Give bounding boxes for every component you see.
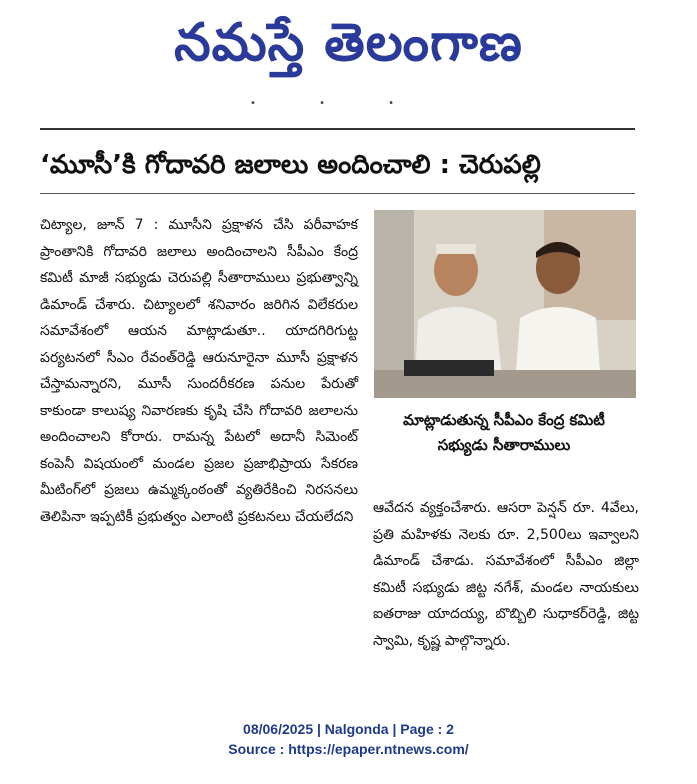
photo-caption: మాట్లాడుతున్న సీపీఎం కేంద్ర కమిటీ సభ్యుడు సీతారాములు: [403, 411, 605, 454]
article-photo: [374, 210, 636, 398]
footer-source: Source : https://epaper.ntnews.com/: [228, 741, 469, 757]
article-body-left: చిట్యాల, జూన్ 7 : మూసీని ప్రక్షాళన చేసి పరీవాహక ప్రాంతానికి గోదావరి జలాలు అందించాలని సీపీఎం కేంద్ర కమిటీ మాజీ సభ్యుడు చెరుపల్లి సీతారాములు ప్రభుత్వాన్ని డిమాండ్ చేశారు. చిట్యాలలో శనివారం జరిగిన విలేకరుల సమావేశంలో ఆయన మాట్లాడుతూ.. యాదగిరిగుట్ట పర్యటనలో సీఎం రేవంత్‌రెడ్డి ఆరునూరైనా మూసీ ప్రక్షాళన చేస్తామన్నారని, మూసీ సుందరీకరణ పనుల పేరుతో కాకుండా కాలుష్య నివారణకు కృషి చేసి గోదావరి జలాలను అందించాలని కోరారు. రామన్న పేటలో అదానీ సిమెంట్ కంపెనీ విషయంలో మండల ప్రజల ప్రజాభిప్రాయ సేకరణ మీటింగ్‌లో ప్రజలు ఉమ్మక్కంఠంతో వ్యతిరేకించి నిరసనలు తెలిపినా ఇప్పటికీ ప్రభుత్వం ఎలాంటి ప్రకటనలు చేయలేదని: [40, 217, 358, 525]
top-divider: [40, 128, 635, 130]
footer-date-edition: 08/06/2025 | Nalgonda | Page : 2: [243, 721, 454, 737]
headline-divider: [40, 193, 635, 194]
newspaper-logo: నమస్తే తెలంగాణ: [174, 13, 523, 73]
article-column-right: [373, 495, 639, 654]
photo-illustration: [374, 210, 636, 398]
masthead-dots-decoration: • • •: [250, 98, 425, 109]
article-body-right: ఆవేదన వ్యక్తంచేశారు. ఆసరా పెన్షన్ రూ. 4వేలు, ప్రతి మహిళకు నెలకు రూ. 2,500లు ఇవ్వాలని డిమాండ్ చేశాడు. సమావేశంలో సీపీఎం జిల్లా కమిటీ సభ్యుడు జిట్ట నగేశ్, మండల నాయకులు ఐతరాజు యాదయ్య, బొబ్బిలి సుధాకర్‌రెడ్డి, జిట్ట స్వామి, కృష్ణ పాల్గొన్నారు.: [373, 500, 639, 649]
masthead: [0, 0, 697, 90]
article-column-left: [40, 212, 358, 530]
article-headline: ‘మూసీ’కి గోదావరి జలాలు అందించాలి : చెరుపల్లి: [40, 150, 541, 180]
